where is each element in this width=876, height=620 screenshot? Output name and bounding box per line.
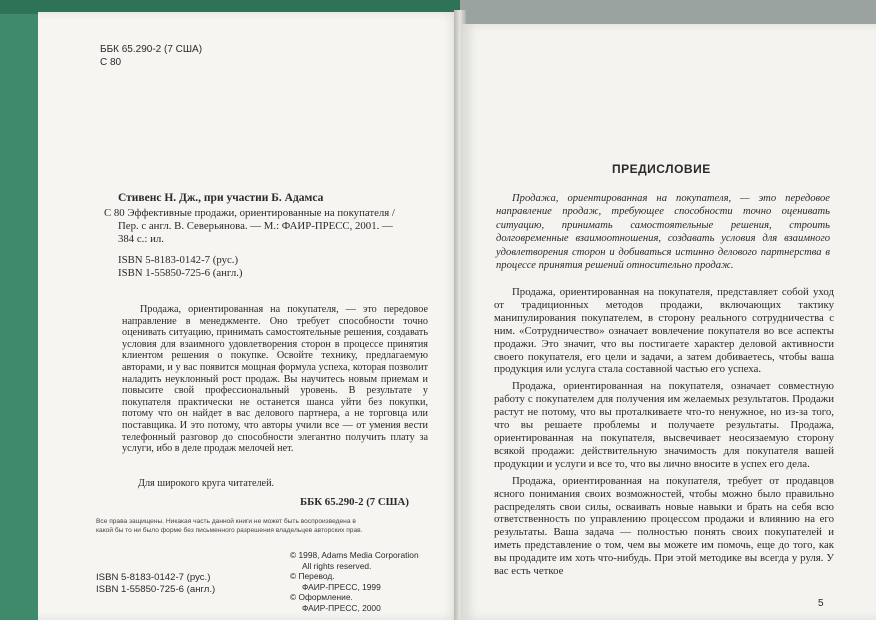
- rights-line: какой бы то ни было форме без письменного разрешения владельцев авторских прав.: [96, 526, 363, 534]
- copyright-line: © Оформление.: [290, 592, 353, 602]
- left-page: [38, 12, 458, 620]
- bib-line: 384 с.: ил.: [118, 233, 164, 245]
- bib-line: Пер. с англ. В. Северьянова. — М.: ФАИР-ПРЕСС, 2001. —: [118, 220, 393, 232]
- isbn-line: ISBN 5-8183-0142-7 (рус.): [118, 254, 239, 266]
- right-page: [462, 24, 876, 620]
- classification-code-bottom: ББК 65.290-2 (7 США): [300, 496, 409, 508]
- preface-epigraph: Продажа, ориентированная на покупателя, — это передовое направление продаж, требующее способности точно оценивать ситуацию, принимать самостоятельные решения, строить долговременные взаимоотношения, создавать условия для взаимного удовлетворения сторон и добиваться истинно делового партнерства в процессе принятия решений относительно продаж.: [496, 193, 830, 272]
- bib-line: С 80 Эффективные продажи, ориентированные на покупателя /: [104, 207, 395, 219]
- isbn-line: ISBN 5-8183-0142-7 (рус.): [96, 572, 211, 583]
- bib-heading: Стивенс Н. Дж., при участии Б. Адамса: [118, 192, 324, 204]
- copyright-line: © Перевод.: [290, 571, 335, 581]
- copyright-line: © 1998, Adams Media Corporation: [290, 550, 419, 560]
- isbn-line: ISBN 1-55850-725-6 (англ.): [118, 267, 243, 279]
- classification-code: ББК 65.290-2 (7 США): [100, 44, 203, 55]
- rights-line: Все права защищены. Никакая часть данной книги не может быть воспроизведена в: [96, 518, 356, 525]
- copyright-line: ФАИР-ПРЕСС, 2000: [302, 602, 381, 613]
- copyright-block: [290, 550, 419, 613]
- rights-notice: [96, 518, 436, 535]
- body-paragraph: Продажа, ориентированная на покупателя, означает совместную работу с покупателем для получения им желаемых результатов. Продажи растут не потому, что вы проталкиваете что-то ненужное, но из-за того, что вы решаете проблемы и получаете результаты. Продажа, ориентированная на покупателя, высвечивает неосязаемую сторону всякой продажи: действительную значимость для покупателя вашей продукции и услуги и все то, что вы лично вносите в успех его дела.: [494, 380, 834, 470]
- preface-title: ПРЕДИСЛОВИЕ: [612, 162, 711, 176]
- author-code: С 80: [100, 57, 122, 68]
- copyright-line: ФАИР-ПРЕСС, 1999: [302, 581, 381, 592]
- isbn-line: ISBN 1-55850-725-6 (англ.): [96, 584, 216, 595]
- body-paragraph: Продажа, ориентированная на покупателя, представляет собой уход от традиционных методов продажи, включающих тактику манипулирования покупателем, в сторону реального сотрудничества с ним. «Сотрудничество» означает вовлечение покупателя во все аспекты продажи. Это значит, что вы постигаете характер деловой активности своего покупателя, его цели и задачи, а затем добиваетесь, чтобы ваша продукция или услуга стала составной частью его успеха.: [494, 286, 834, 376]
- preface-body: [494, 286, 834, 582]
- book-annotation: Продажа, ориентированная на покупателя, — это передовое направление в менеджменте. Оно требует способности точно оценивать ситуацию, принимать самостоятельные решения, создавать условия для взаимного удовлетворения сторон в процессе принятия клиентом решения о покупке. Освойте технику, предлагаемую авторами, и у вас появится мощная формула успеха, которая позволит наладить неуклонный рост продаж. Вы научитесь новым приемам и повысите свой профессиональный уровень. В результате у покупателя практически не останется шанса уйти без покупки, потому что он найдет в вас делового партнера, а не торговца или поставщика. И это потому, что авторы учили все — от умения вести телефонный разговор до способности элегантно получить плату за услуги, ибо в деле продаж мелочей нет.: [122, 304, 428, 455]
- bibliographic-record: [104, 192, 438, 280]
- page-number: 5: [818, 598, 824, 609]
- audience-note: Для широкого круга читателей.: [138, 478, 275, 489]
- isbn-block-bottom: [96, 572, 215, 596]
- copyright-line: All rights reserved.: [302, 560, 372, 571]
- body-paragraph: Продажа, ориентированная на покупателя, требует от продавцов ясного понимания своих возможностей, чтобы можно было правильно распределять свои силы, осваивать новые навыки и брать на себя всю ответственность по управлению процессом продажи и влиянию на его результаты. Ваша задача — полностью понять своих покупателей и иметь представление о том, чем вы можете им помочь, еще до того, как вы продадите им хоть что-нибудь. При этой методике вы всегда у руля. У вас есть четкое: [494, 474, 834, 578]
